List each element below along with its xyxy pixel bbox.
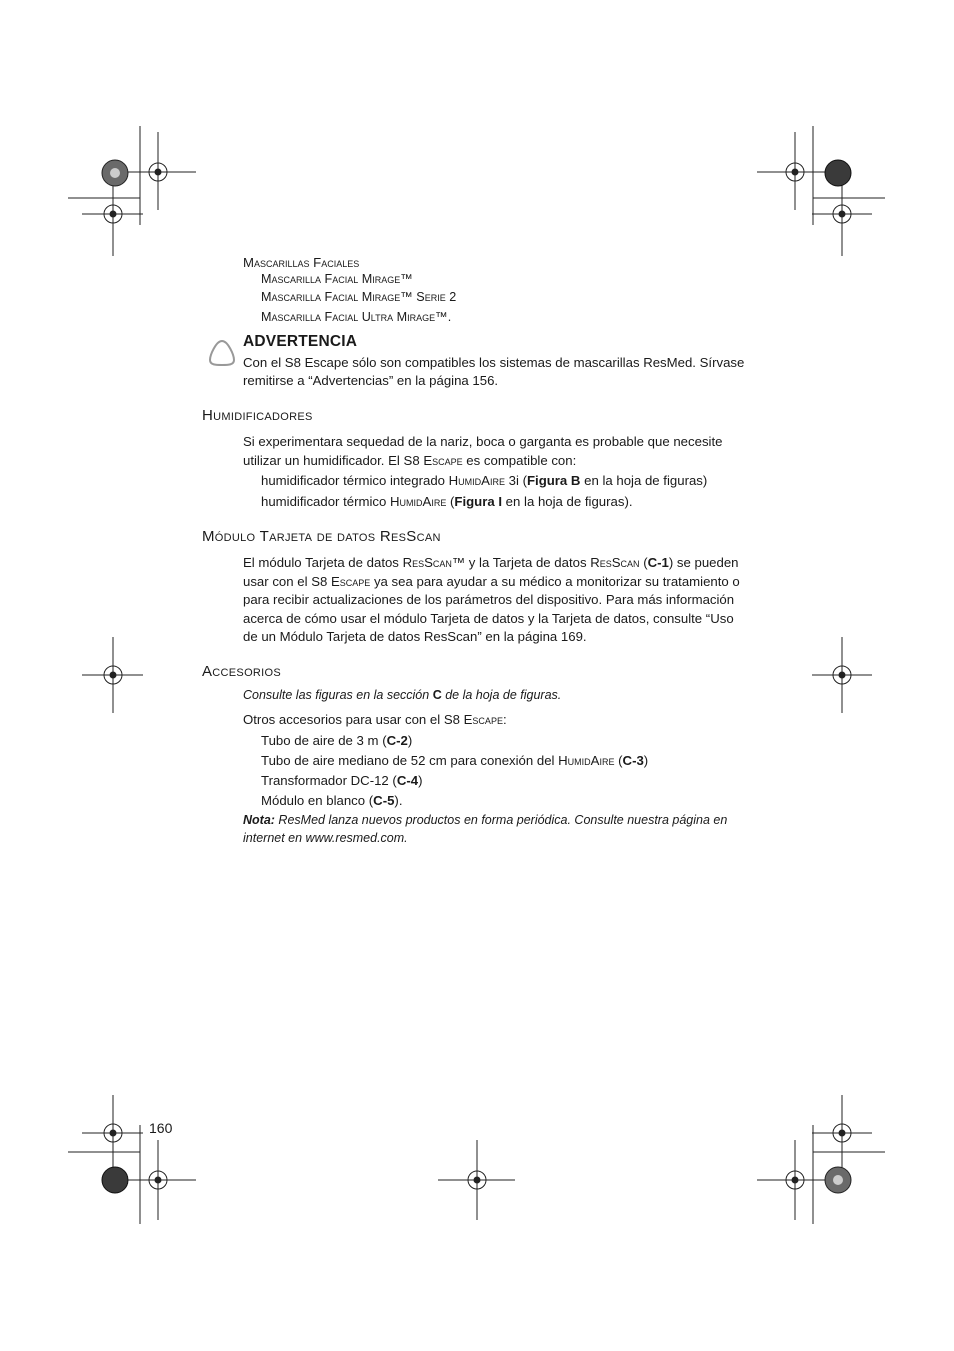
resscan-line5: de un Módulo Tarjeta de datos ResScan” en la página 169. [243, 629, 587, 644]
mask-item: Mascarilla Facial Mirage™ Serie 2 [261, 290, 457, 304]
mask-item: Mascarilla Facial Mirage™ [261, 272, 413, 286]
accessory-item: Transformador DC-12 (C-4) [261, 773, 423, 788]
resscan-line2: usar con el S8 Escape ya sea para ayudar a su médico a monitorizar su tratamiento o [243, 574, 740, 589]
accessory-item: Módulo en blanco (C-5). [261, 793, 403, 808]
accessory-item: Tubo de aire de 3 m (C-2) [261, 733, 413, 748]
humidifier-item: humidificador térmico integrado HumidAire 3i (Figura B en la hoja de figuras) [261, 473, 708, 488]
page-number: 160 [149, 1120, 173, 1136]
humidifiers-heading: Humidificadores [202, 407, 313, 424]
accessories-note: Consulte las figuras en la sección C de la hoja de figuras. [243, 688, 562, 702]
accessories-heading: Accesorios [202, 663, 282, 680]
humidifier-item: humidificador térmico HumidAire (Figura I en la hoja de figuras). [261, 494, 633, 509]
resscan-heading: Módulo Tarjeta de datos ResScan [202, 528, 441, 545]
nota-line1: Nota: ResMed lanza nuevos productos en forma periódica. Consulte nuestra página en [243, 813, 728, 827]
humidifiers-intro-line2: utilizar un humidificador. El S8 Escape es compatible con: [243, 453, 577, 468]
warning-text-line1: Con el S8 Escape sólo son compatibles los sistemas de mascarillas ResMed. Sírvase [243, 355, 745, 370]
resscan-line3: para recibir actualizaciones de los parámetros del dispositivo. Para más información [243, 592, 735, 607]
warning-text-line2: remitirse a “Advertencias” en la página 156. [243, 373, 499, 388]
accessories-intro: Otros accesorios para usar con el S8 Escape: [243, 712, 507, 727]
nota-line2: internet en www.resmed.com. [243, 831, 408, 845]
accessory-item: Tubo de aire mediano de 52 cm para conexión del HumidAire (C-3) [261, 753, 649, 768]
resscan-line4: acerca de cómo usar el módulo Tarjeta de datos y la Tarjeta de datos, consulte “Uso [243, 611, 734, 626]
resscan-line1: El módulo Tarjeta de datos ResScan™ y la Tarjeta de datos ResScan (C-1) se pueden [243, 555, 739, 570]
masks-heading: Mascarillas Faciales [243, 255, 360, 270]
mask-item: Mascarilla Facial Ultra Mirage™. [261, 310, 452, 324]
humidifiers-intro-line1: Si experimentara sequedad de la nariz, boca o garganta es probable que necesite [243, 434, 723, 449]
warning-title: ADVERTENCIA [243, 333, 358, 350]
warning-icon [207, 338, 237, 368]
